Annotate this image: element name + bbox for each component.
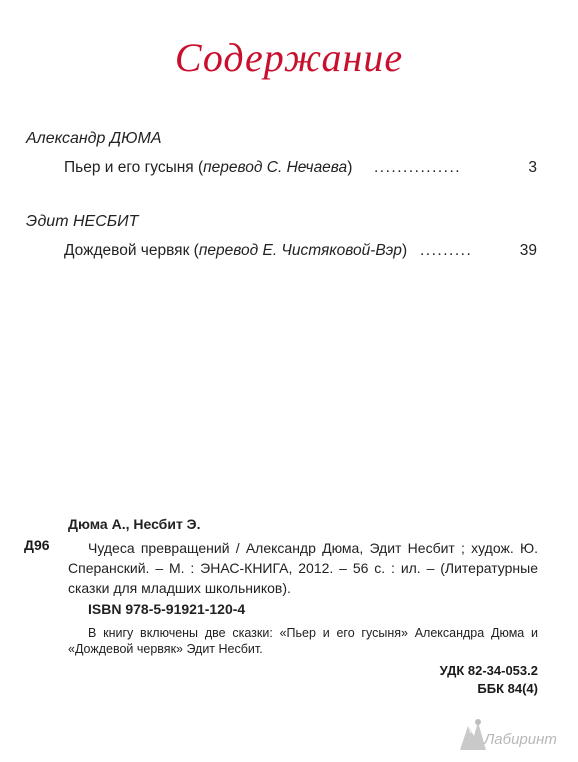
paren-open: ( <box>193 242 199 259</box>
toc-title: Содержание <box>174 35 404 80</box>
toc-author-nesbit: Эдит НЕСБИТ <box>26 213 139 230</box>
isbn: ISBN 978-5-91921-120-4 <box>88 601 246 617</box>
toc-entry-leader: ......... <box>420 242 473 259</box>
toc-author-dumas: Александр ДЮМА <box>26 130 162 147</box>
bib-authors: Дюма А., Несбит Э. <box>68 516 201 532</box>
paren-close: ) <box>401 242 408 259</box>
toc-entry-page: 39 <box>519 242 537 259</box>
udk-code: УДК 82-34-053.2 <box>439 663 538 678</box>
toc-entry-worm[interactable] <box>64 242 537 260</box>
bib-annotation: В книгу включены две сказки: «Пьер и его гусыня» Александра Дюма и «Дождевой червяк» Эдит Несбит. <box>68 626 538 656</box>
toc-entry-translation: перевод Е. Чистяковой-Вэр <box>198 242 402 259</box>
toc-entry-leader: ............... <box>374 159 462 176</box>
toc-entry-page: 3 <box>528 159 537 176</box>
toc-entry-translation: перевод С. Нечаева <box>203 159 348 176</box>
paren-open: ( <box>197 159 204 176</box>
bbk-code: ББК 84(4) <box>477 681 538 696</box>
watermark-text: Лабиринт <box>484 731 557 748</box>
toc-entry-title: Дождевой червяк <box>64 242 190 259</box>
toc-entry-title: Пьер и его гусыня <box>64 159 194 176</box>
paren-close: ) <box>347 159 353 176</box>
library-code: Д96 <box>24 537 50 553</box>
toc-entry-pierre[interactable] <box>64 159 537 177</box>
bib-description: Чудеса превращений / Александр Дюма, Эдит Несбит ; худож. Ю. Сперанский. – М. : ЭНАС-КНИГА, 2012. – 56 с. : ил. – (Литературные сказки для младших школьников). <box>68 540 538 596</box>
